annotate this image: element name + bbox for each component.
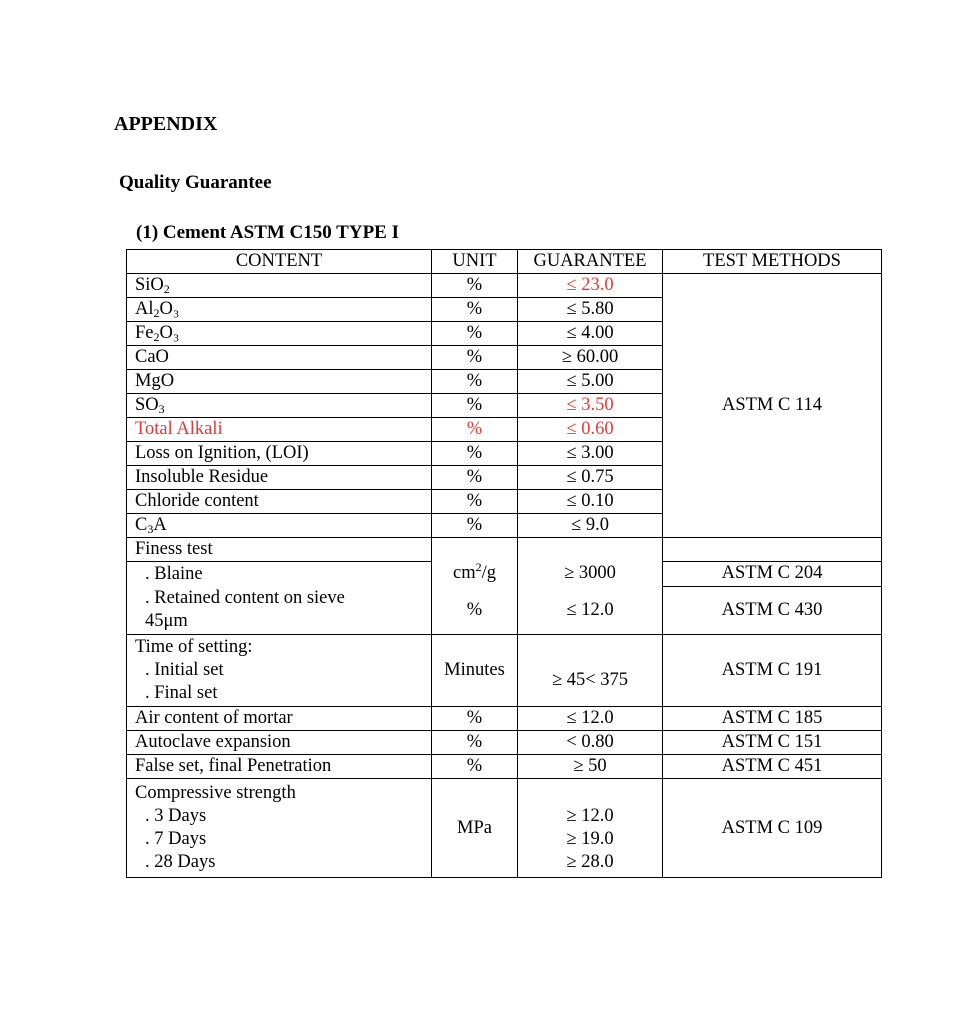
blaine-test: ASTM C 204 — [663, 562, 882, 587]
header-guarantee: GUARANTEE — [518, 250, 663, 274]
blaine-unit: $cm^2/g$ — [432, 562, 518, 587]
initial-set-label: . Initial set — [145, 660, 224, 680]
chem-guarantee: ≤ 9.0 — [518, 514, 663, 538]
chem-content: MgO — [127, 370, 432, 394]
blaine-label: . Blaine — [145, 563, 203, 584]
chem-unit: % — [432, 346, 518, 370]
finess-guarantee-blank — [518, 538, 663, 562]
chem-content: Loss on Ignition, (LOI) — [127, 442, 432, 466]
chem-unit: % — [432, 394, 518, 418]
chem-content: SiO$_2$ — [127, 274, 432, 298]
strength-28-days: . 28 Days — [145, 852, 216, 872]
header-content: CONTENT — [127, 250, 432, 274]
retained-row — [127, 586, 882, 635]
chem-content: Chloride content — [127, 490, 432, 514]
chem-guarantee: ≤ 3.50 — [518, 394, 663, 418]
appendix-heading: APPENDIX — [114, 113, 218, 135]
sieve-size: 45μm — [145, 611, 188, 631]
strength-g28: ≥ 28.0 — [566, 851, 614, 872]
chem-content: CaO — [127, 346, 432, 370]
blaine-row — [127, 562, 882, 587]
chem-unit: % — [432, 322, 518, 346]
retained-test: ASTM C 430 — [663, 586, 882, 635]
chem-guarantee: ≤ 0.75 — [518, 466, 663, 490]
finess-unit-blank — [432, 538, 518, 562]
strength-g7: ≥ 19.0 — [566, 828, 614, 849]
chem-row — [127, 274, 882, 298]
chem-unit: % — [432, 490, 518, 514]
setting-test: ASTM C 191 — [663, 635, 882, 707]
chem-content: $C_3A$ — [127, 514, 432, 538]
finess-test-blank — [663, 538, 882, 562]
property-content: Air content of mortar — [127, 707, 432, 731]
setting-guarantee: ≥ 45< 375 — [518, 635, 663, 707]
chem-content: Insoluble Residue — [127, 466, 432, 490]
header-unit: UNIT — [432, 250, 518, 274]
chem-guarantee: ≤ 23.0 — [518, 274, 663, 298]
finess-title-row — [127, 538, 882, 562]
property-row — [127, 731, 882, 755]
quality-guarantee-heading: Quality Guarantee — [119, 172, 272, 193]
property-unit: % — [432, 731, 518, 755]
quality-table — [126, 249, 882, 878]
strength-unit: MPa — [432, 779, 518, 878]
chem-test-method: ASTM C 114 — [663, 274, 882, 538]
header-row — [127, 250, 882, 274]
chem-content: $SO_3$ — [127, 394, 432, 418]
strength-7-days: . 7 Days — [145, 829, 207, 849]
chem-guarantee: ≤ 4.00 — [518, 322, 663, 346]
strength-row — [127, 779, 882, 878]
chem-content: $Al_2O_3$ — [127, 298, 432, 322]
chem-unit: % — [432, 466, 518, 490]
chem-unit: % — [432, 274, 518, 298]
property-row — [127, 755, 882, 779]
property-test-method: ASTM C 151 — [663, 731, 882, 755]
setting-title: Time of setting: — [135, 637, 253, 657]
blaine-guarantee: ≥ 3000 — [518, 562, 663, 587]
property-guarantee: ≥ 50 — [518, 755, 663, 779]
retained-guarantee: ≤ 12.0 — [518, 586, 663, 635]
property-content: False set, final Penetration — [127, 755, 432, 779]
chem-guarantee: ≤ 0.60 — [518, 418, 663, 442]
chem-guarantee: ≥ 60.00 — [518, 346, 663, 370]
chem-unit: % — [432, 514, 518, 538]
strength-3-days: . 3 Days — [145, 806, 207, 826]
chem-guarantee: ≤ 0.10 — [518, 490, 663, 514]
chem-unit: % — [432, 442, 518, 466]
section-title: (1) Cement ASTM C150 TYPE I — [136, 222, 400, 243]
finess-title: Finess test — [127, 538, 432, 562]
chem-guarantee: ≤ 3.00 — [518, 442, 663, 466]
property-test-method: ASTM C 451 — [663, 755, 882, 779]
retained-label: . Retained content on sieve — [145, 588, 345, 608]
strength-g3: ≥ 12.0 — [566, 805, 614, 826]
property-guarantee: < 0.80 — [518, 731, 663, 755]
strength-title: Compressive strength — [135, 783, 296, 803]
property-test-method: ASTM C 185 — [663, 707, 882, 731]
strength-test: ASTM C 109 — [663, 779, 882, 878]
chem-guarantee: ≤ 5.80 — [518, 298, 663, 322]
chem-unit: % — [432, 370, 518, 394]
property-unit: % — [432, 755, 518, 779]
property-row — [127, 707, 882, 731]
property-guarantee: ≤ 12.0 — [518, 707, 663, 731]
final-set-label: . Final set — [145, 683, 218, 703]
header-test-methods: TEST METHODS — [663, 250, 882, 274]
chem-guarantee: ≤ 5.00 — [518, 370, 663, 394]
chem-unit: % — [432, 298, 518, 322]
setting-row — [127, 635, 882, 707]
chem-content: $Fe_2O_3$ — [127, 322, 432, 346]
setting-unit: Minutes — [432, 635, 518, 707]
property-content: Autoclave expansion — [127, 731, 432, 755]
property-unit: % — [432, 707, 518, 731]
chem-content: Total Alkali — [127, 418, 432, 442]
retained-unit: % — [432, 586, 518, 635]
chem-unit: % — [432, 418, 518, 442]
